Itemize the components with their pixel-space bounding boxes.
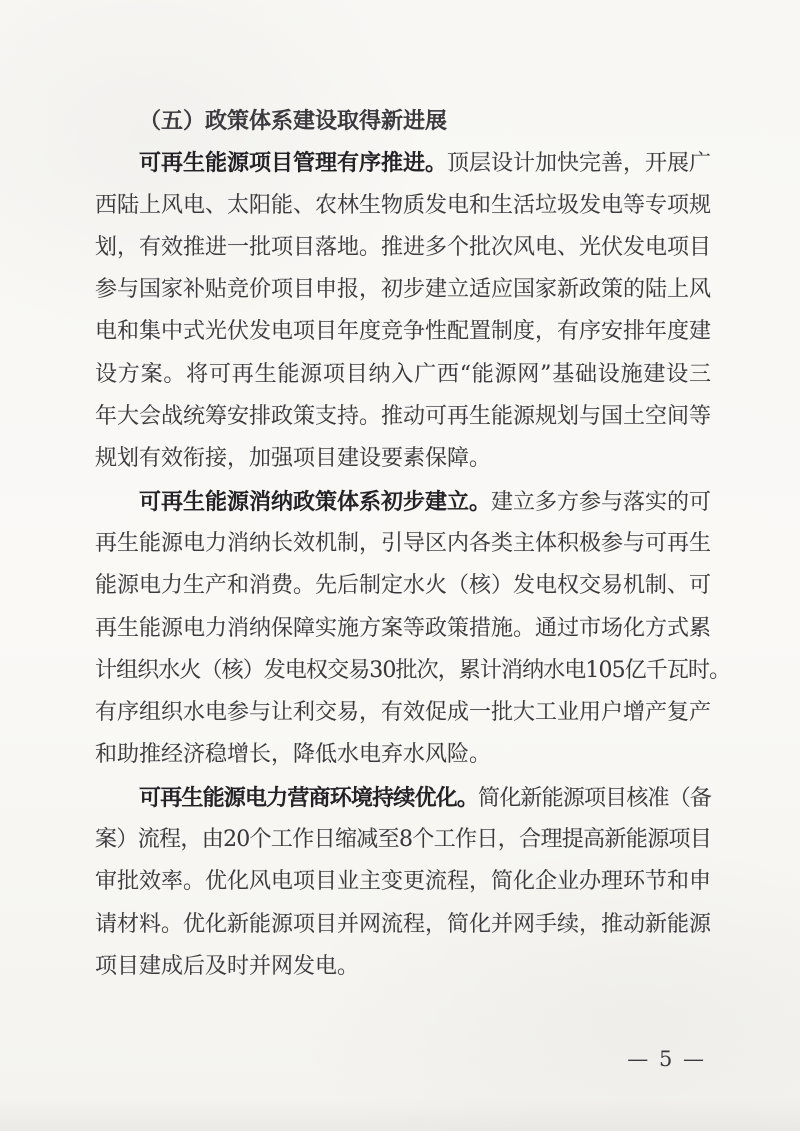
paragraph-lead-bold: 可再生能源项目管理有序推进。 — [139, 150, 448, 177]
text-line — [95, 819, 711, 861]
line-text: 参与国家补贴竞价项目申报，初步建立适应国家新政策的陆上风 — [95, 277, 712, 303]
line-text: 计组织水火（核）发电权交易30批次，累计消纳水电105亿千瓦时。 — [95, 657, 731, 683]
text-line — [95, 608, 711, 650]
text-line — [95, 565, 711, 607]
section-heading: （五）政策体系建设取得新进展 — [139, 108, 448, 134]
line-text: 电和集中式光伏发电项目年度竞争性配置制度，有序安排年度建 — [95, 319, 712, 345]
line-text: 案）流程，由20个工作日缩减至8个工作日，合理提高新能源项目 — [95, 827, 711, 853]
paragraph — [95, 142, 711, 480]
page-number: — 5 — — [627, 1047, 706, 1071]
line-text: 和助推经济稳增长，降低水电弃水风险。 — [95, 742, 492, 768]
line-text: 建立多方参与落实的可 — [491, 489, 712, 515]
line-text: 顶层设计加快完善，开展广 — [447, 151, 712, 177]
text-line — [95, 227, 711, 269]
text-line — [95, 396, 711, 438]
paragraph-lead-bold: 可再生能源消纳政策体系初步建立。 — [139, 488, 492, 515]
document-body — [95, 142, 731, 988]
text-line — [95, 734, 711, 776]
text-line — [95, 650, 731, 692]
text-line — [95, 269, 711, 311]
line-text: 西陆上风电、太阳能、农林生物质发电和生活垃圾发电等专项规 — [95, 192, 712, 218]
document-content — [95, 100, 731, 988]
text-line — [95, 311, 711, 353]
text-line — [95, 777, 711, 819]
text-line — [95, 692, 711, 734]
line-text: 有序组织水电参与让利交易，有效促成一批大工业用户增产复产 — [95, 700, 712, 726]
text-line — [95, 185, 711, 227]
line-text: 审批效率。优化风电项目业主变更流程，简化企业办理环节和申 — [95, 869, 712, 895]
text-line — [95, 523, 711, 565]
paragraph — [95, 777, 711, 988]
paragraph — [95, 481, 731, 777]
line-text: 能源电力生产和消费。先后制定水火（核）发电权交易机制、可 — [95, 573, 712, 599]
line-text: 请材料。优化新能源项目并网流程，简化并网手续，推动新能源 — [95, 911, 712, 937]
text-line — [95, 354, 711, 396]
paragraph-lead-bold: 可再生能源电力营商环境持续优化。 — [139, 784, 479, 811]
text-line — [95, 481, 711, 523]
text-line — [95, 946, 711, 988]
text-line — [95, 142, 711, 184]
line-text: 简化新能源项目核准（备 — [478, 785, 711, 811]
line-text: 规划有效衔接，加强项目建设要素保障。 — [95, 446, 492, 472]
line-text: 再生能源电力消纳长效机制，引导区内各类主体积极参与可再生 — [95, 530, 712, 556]
line-text: 划，有效推进一批项目落地。推进多个批次风电、光伏发电项目 — [95, 234, 712, 260]
text-line — [95, 438, 711, 480]
line-text: 年大会战统筹安排政策支持。推动可再生能源规划与国土空间等 — [95, 404, 712, 430]
line-text: 项目建成后及时并网发电。 — [95, 953, 360, 979]
line-text: 再生能源电力消纳保障实施方案等政策措施。通过市场化方式累 — [95, 615, 712, 641]
text-line — [95, 904, 711, 946]
line-text: 设方案。将可再生能源项目纳入广西“能源网”基础设施建设三 — [95, 361, 711, 387]
text-line — [95, 861, 711, 903]
